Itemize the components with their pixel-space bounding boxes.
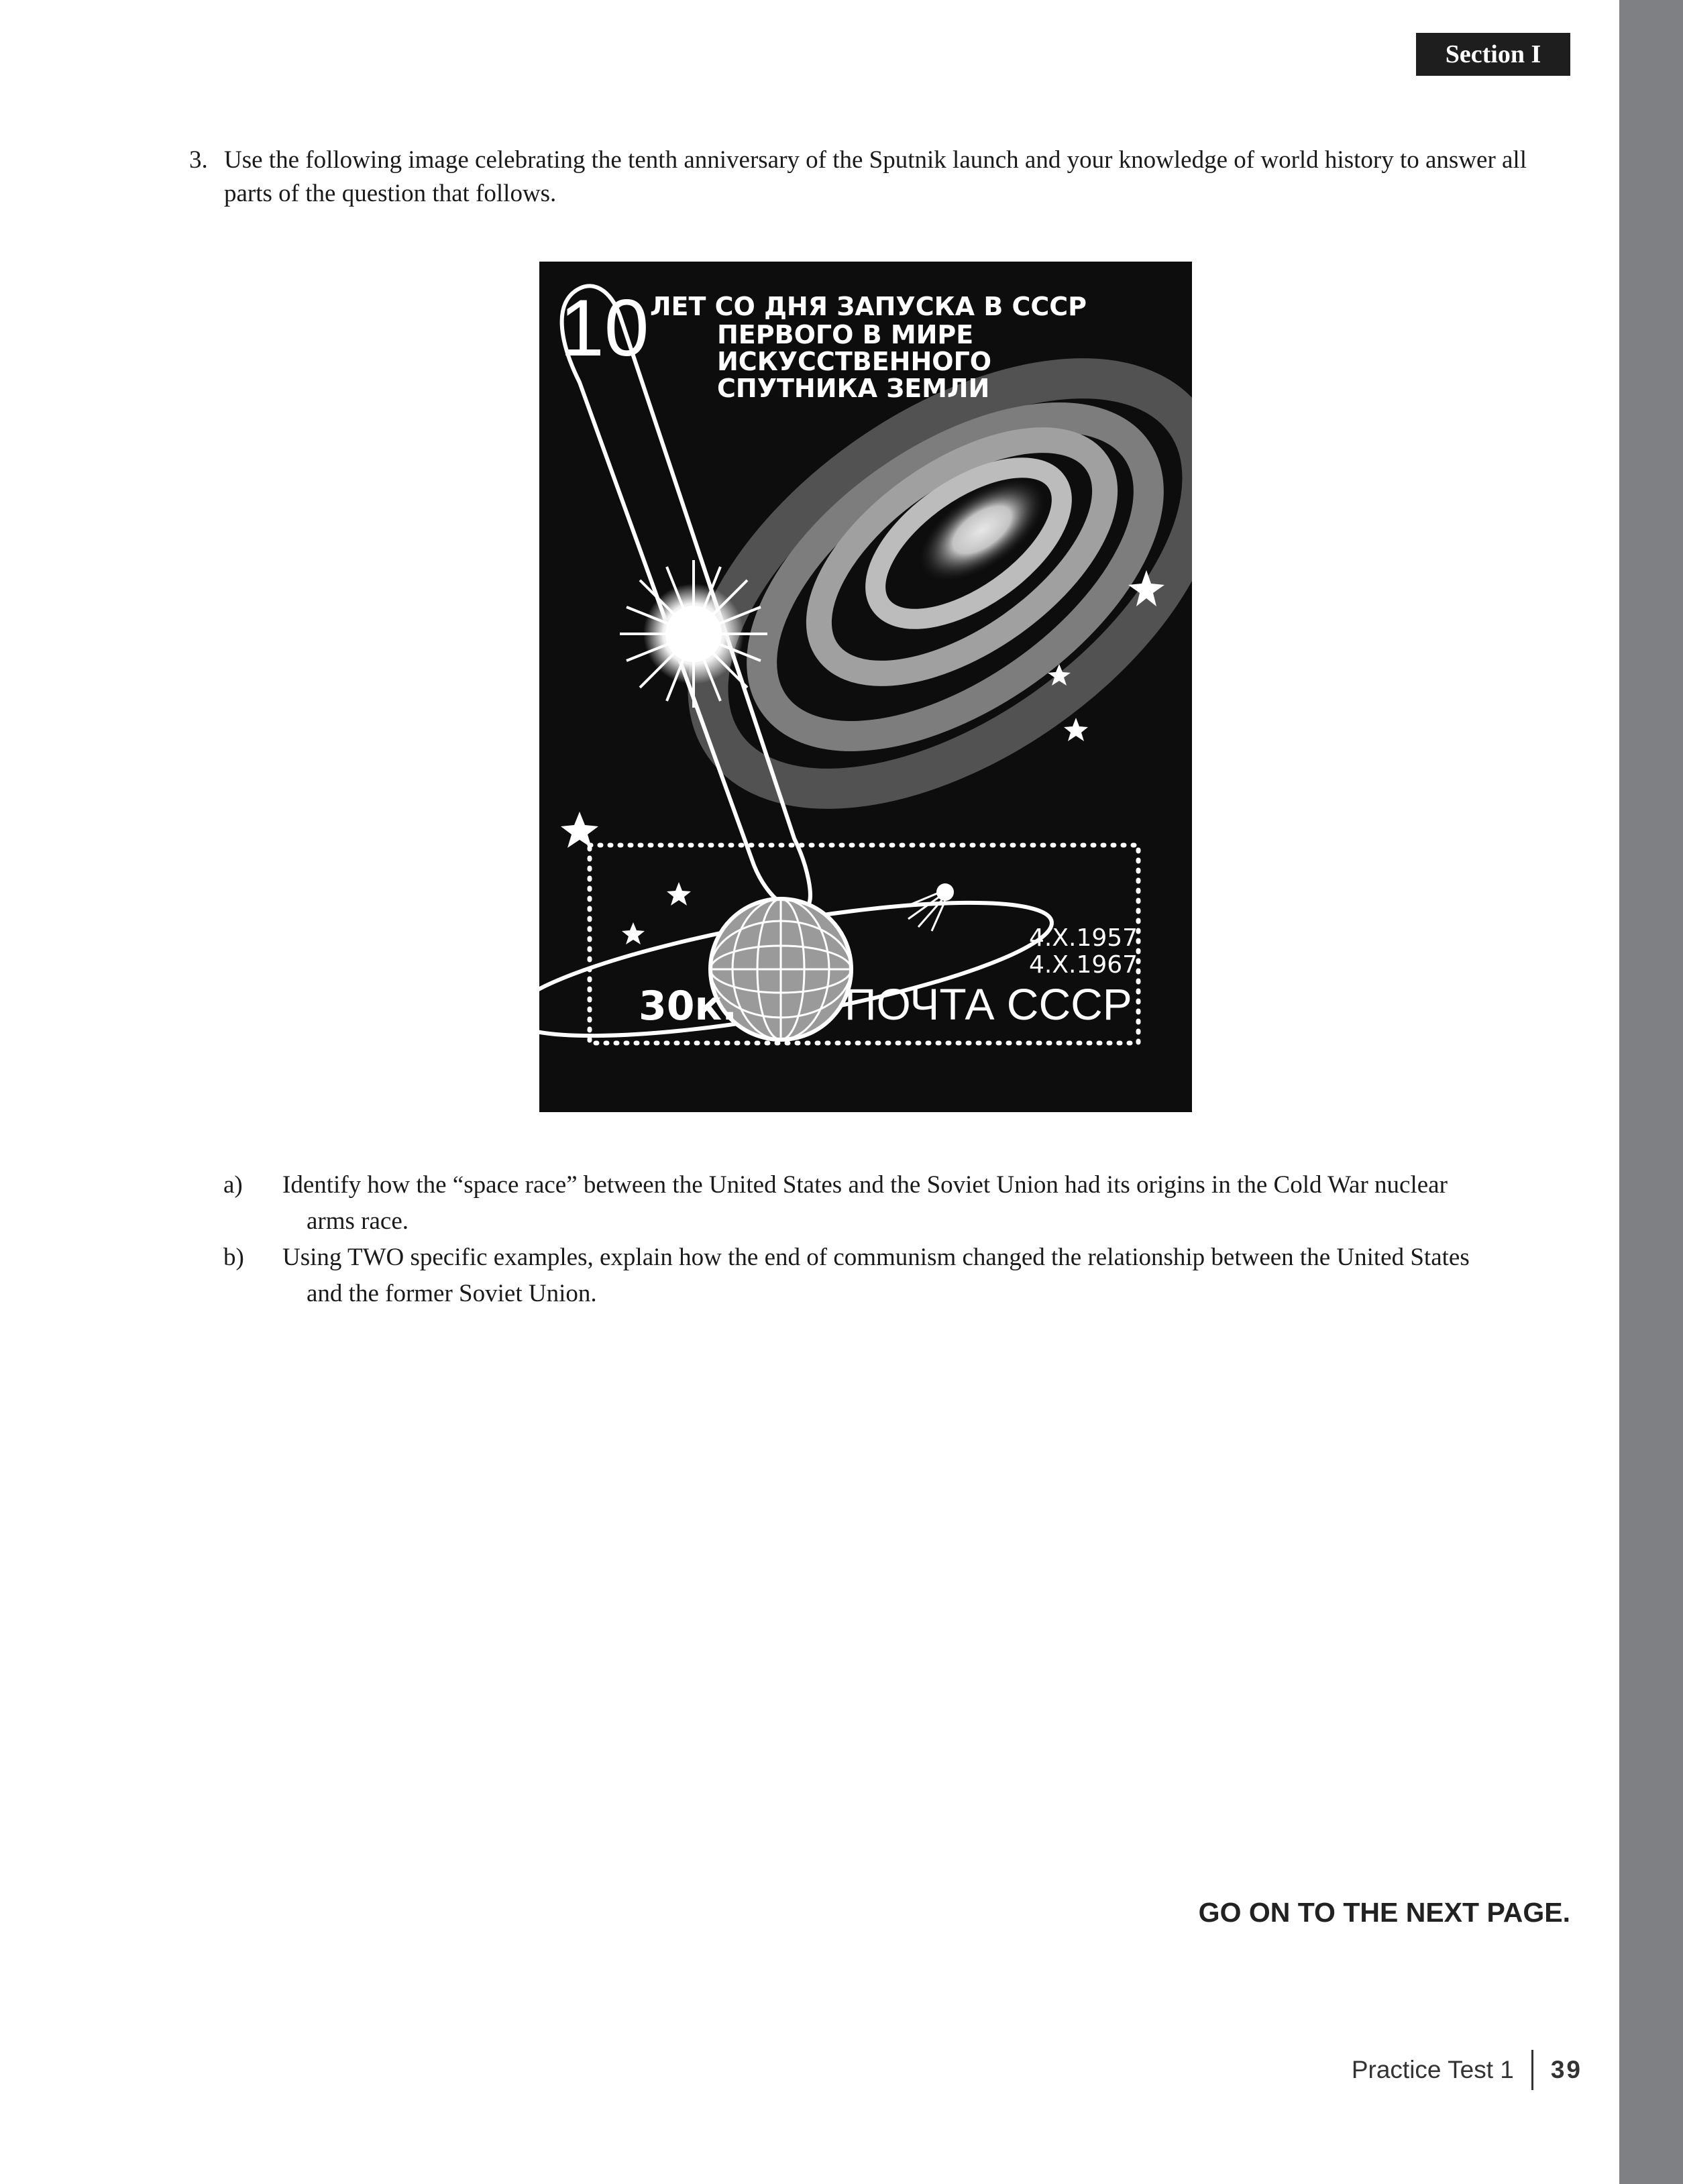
page-footer xyxy=(1352,2050,1582,2090)
go-on-instruction: GO ON TO THE NEXT PAGE. xyxy=(1198,1897,1570,1928)
question-number: 3. xyxy=(189,146,208,174)
part-label: a) xyxy=(223,1171,243,1199)
question-prompt: Use the following image celebrating the tenth anniversary of the Sputnik launch and your knowledge of world history to answer all parts of the question that follows. xyxy=(224,146,1527,207)
page-number: 39 xyxy=(1550,2056,1582,2083)
anniversary-date: 4.X.1967 xyxy=(1029,951,1138,979)
part-text-line-2: arms race. xyxy=(307,1207,409,1235)
sputnik-stamp-image xyxy=(539,262,1192,1112)
question-parts xyxy=(223,1167,1565,1312)
part-text-line-2: and the former Soviet Union. xyxy=(307,1280,597,1307)
question-3 xyxy=(189,144,1551,211)
sun-starburst xyxy=(620,560,767,708)
launch-date: 4.X.1957 xyxy=(1029,924,1138,952)
postal-label: ПОЧТА СССР xyxy=(845,979,1132,1029)
caption-line-1: ЛЕТ СО ДНЯ ЗАПУСКА В СССР xyxy=(650,292,1087,321)
caption-line-3: ИСКУССТВЕННОГО xyxy=(717,347,992,376)
footer-title: Practice Test 1 xyxy=(1351,2056,1514,2083)
section-tab: Section I xyxy=(1416,33,1570,76)
part-a xyxy=(223,1167,1565,1240)
caption-line-2: ПЕРВОГО В МИРЕ xyxy=(717,320,974,349)
caption-line-4: СПУТНИКА ЗЕМЛИ xyxy=(717,374,990,403)
stamp-value: 30к. xyxy=(639,983,738,1030)
part-text-line-1: Identify how the “space race” between the United States and the Soviet Union had its origins in the Cold War nuclear xyxy=(282,1171,1448,1199)
part-text-line-1: Using TWO specific examples, explain how the end of communism changed the relationship between the United States xyxy=(282,1244,1470,1271)
part-label: b) xyxy=(223,1244,244,1271)
part-b xyxy=(223,1240,1565,1312)
side-margin-bar xyxy=(1619,0,1683,2184)
big-number-10: 10 xyxy=(559,283,649,373)
